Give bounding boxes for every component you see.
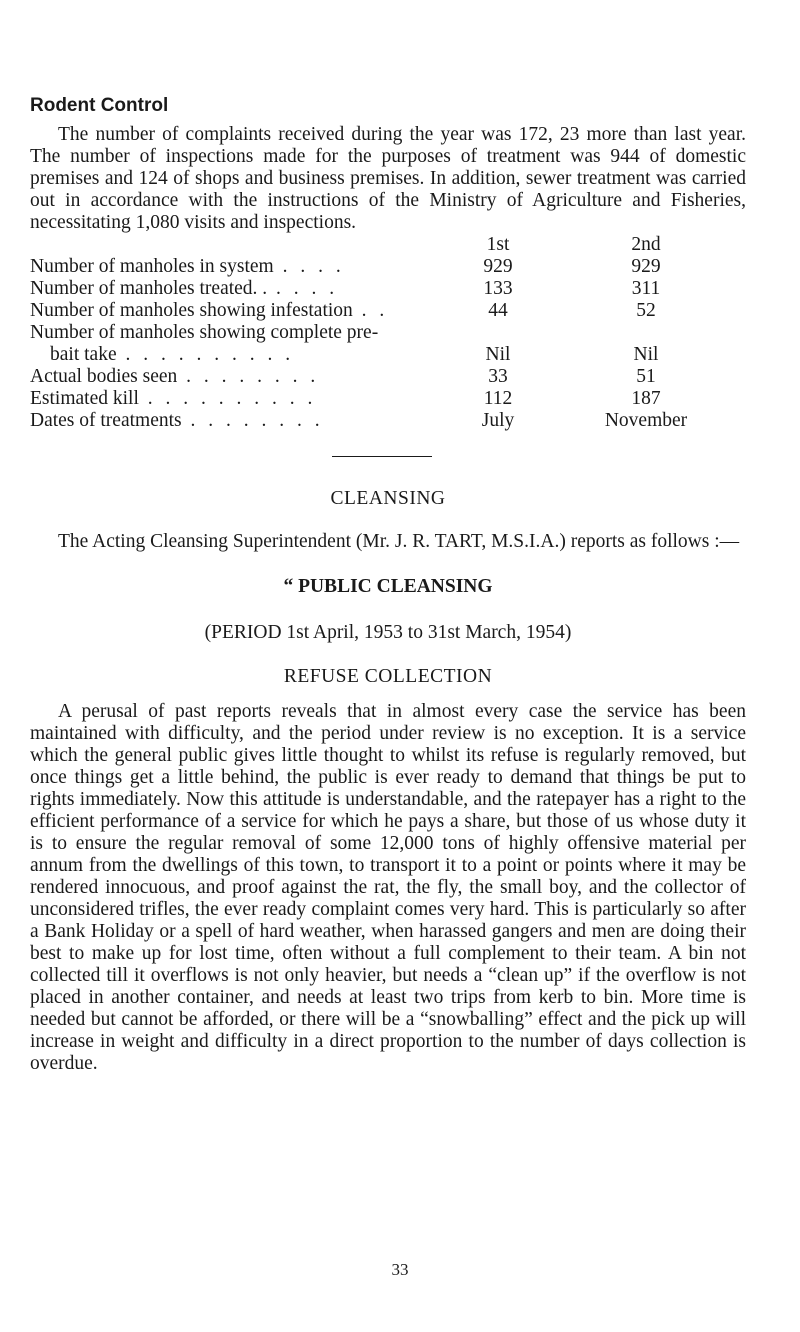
row-label: Dates of treatments <box>30 410 182 431</box>
table-row <box>30 410 746 432</box>
row-label: Actual bodies seen <box>30 366 178 387</box>
row-label: Number of manholes treated. . <box>30 278 268 299</box>
leader-dots: . . . . . . . . . . <box>116 344 295 365</box>
row-value-2nd: 51 <box>636 366 656 387</box>
row-label: Estimated kill <box>30 388 139 409</box>
row-value-2nd <box>546 322 746 344</box>
row-value-1st: 44 <box>488 300 508 321</box>
rodent-control-heading: Rodent Control <box>30 95 169 116</box>
row-value-1st: 133 <box>483 278 513 299</box>
row-label: Number of manholes showing infestation <box>30 300 353 321</box>
leader-dots: . . . . . . . . <box>181 410 324 431</box>
table-row <box>30 278 746 300</box>
leader-dots: . . . . . . . . <box>177 366 320 387</box>
table-row <box>30 256 746 278</box>
table-row <box>30 388 746 410</box>
row-value-1st: July <box>481 410 515 431</box>
row-value-2nd: 929 <box>631 256 661 277</box>
row-value-2nd: 311 <box>631 278 661 299</box>
row-value-2nd: November <box>604 410 688 431</box>
leader-dots: . . <box>352 300 389 321</box>
table-row <box>30 344 746 366</box>
table-header-row <box>30 234 746 256</box>
leader-dots: . . . . . . . . . . <box>138 388 317 409</box>
column-header-1st: 1st <box>486 234 510 255</box>
table-row <box>30 322 746 344</box>
period-line: (PERIOD 1st April, 1953 to 31st March, 1954) <box>204 622 572 643</box>
section-divider <box>332 456 432 457</box>
row-value-1st: Nil <box>485 344 511 365</box>
refuse-collection-paragraph: A perusal of past reports reveals that in almost every case the service has been maintained with difficulty, and the period under review is no exception. It is a service which the general public gives little thought to whilst its refuse is regularly removed, but once things get a little behind, the public is ever ready to demand that things be put to rights immediately. Now this attitude is understandable, and the ratepayer has a right to the efficient performance of a service for which he pays a share, but those of us whose duty it is to ensure the regular removal of some 12,000 tons of highly offensive material per annum from the dwellings of this town, to transport it to a point or points where it may be rendered innocuous, and proof against the rat, the fly, the small boy, and the collector of unconsidered trifles, the ever ready complaint comes very hard. This is particularly so after a Bank Holiday or a spell of hard weather, when harassed gangers and men are doing their best to make up for lost time, often without a full complement to their team. A bin not collected till it overflows is not only heavier, but needs a “clean up” if the overflow is not placed in another container, and needs at least two trips from kerb to bin. More time is needed but cannot be afforded, or there will be a “snowballing” effect and the pick up will increase in weight and difficulty in a direct proportion to the number of days collection is overdue. <box>30 701 746 1074</box>
cleansing-heading: CLEANSING <box>330 488 446 509</box>
row-value-1st: 929 <box>483 256 513 277</box>
row-value-2nd: Nil <box>633 344 659 365</box>
leader-dots: . . . . <box>273 256 345 277</box>
row-value-2nd: 52 <box>636 300 656 321</box>
row-value-1st: 112 <box>483 388 513 409</box>
row-value-1st: 33 <box>488 366 508 387</box>
row-label: Number of manholes in system <box>30 256 274 277</box>
document-page <box>30 94 746 1075</box>
row-value-1st <box>450 322 546 344</box>
row-value-2nd: 187 <box>631 388 661 409</box>
row-label: bait take <box>50 344 117 365</box>
rodent-control-paragraph: The number of complaints received during the year was 172, 23 more than last year. The number of inspections made for the purposes of treatment was 944 of domestic premises and 124 of shops and business premises. In addition, sewer treatment was carried out in accordance with the instructions of the Ministry of Agriculture and Fisheries, necessitating 1,080 visits and inspections. <box>30 124 746 233</box>
page-number: 33 <box>391 1260 409 1279</box>
manhole-treatment-table <box>30 234 746 432</box>
cleansing-intro: The Acting Cleansing Superintendent (Mr. J. R. TART, M.S.I.A.) reports as follows :— <box>58 531 740 552</box>
public-cleansing-heading: “ PUBLIC CLEANSING <box>283 576 493 597</box>
column-header-2nd: 2nd <box>631 234 661 255</box>
table-row <box>30 300 746 322</box>
leader-dots: . . . . <box>267 278 339 299</box>
refuse-collection-heading: REFUSE COLLECTION <box>283 666 493 687</box>
table-row <box>30 366 746 388</box>
row-label: Number of manholes showing complete pre- <box>30 322 379 343</box>
